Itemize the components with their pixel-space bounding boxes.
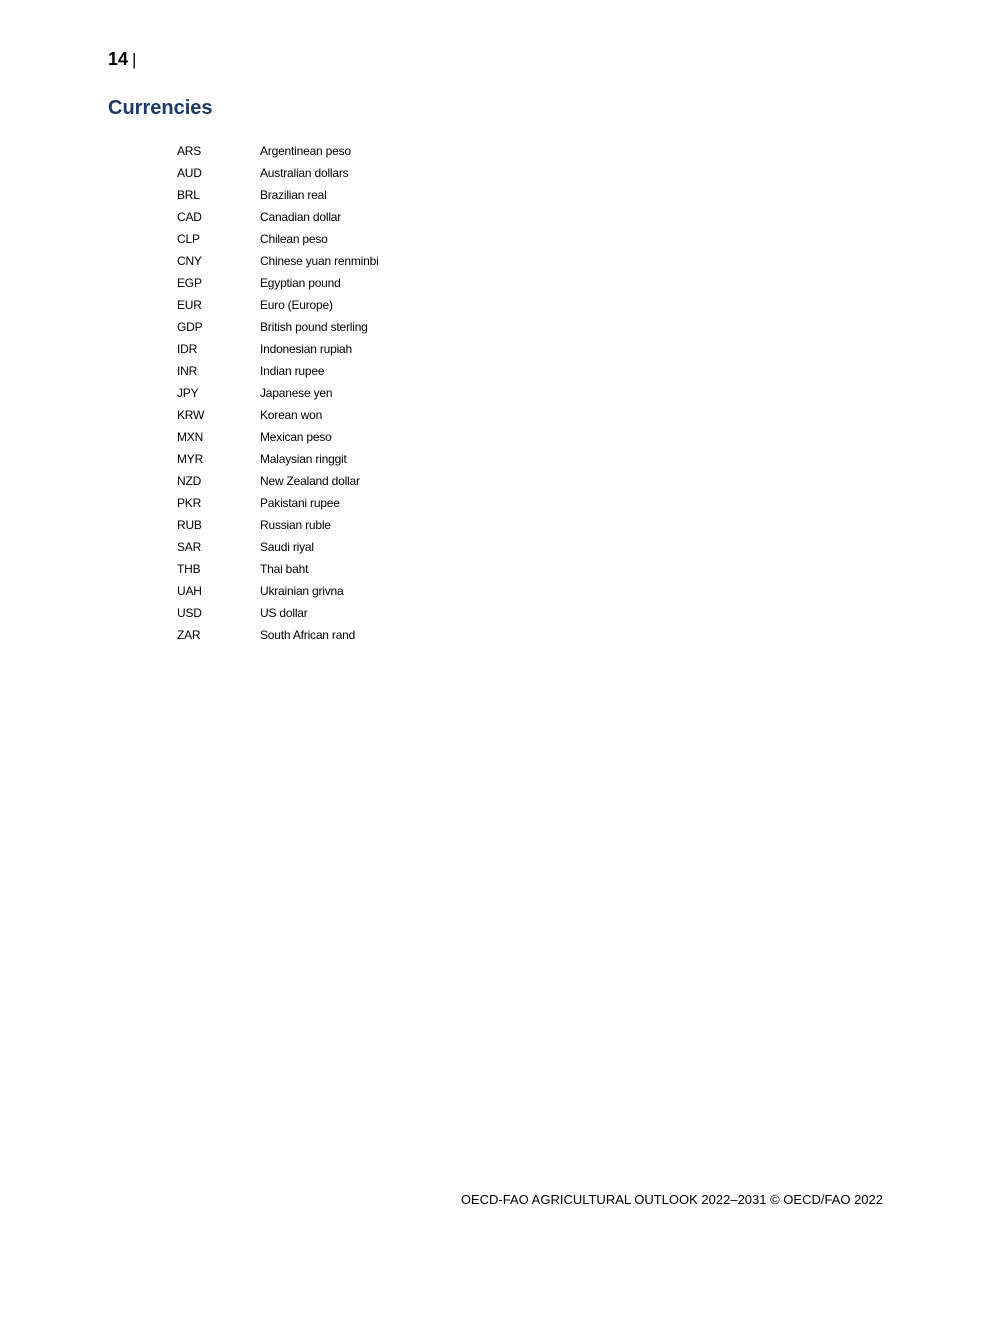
currency-code: THB — [177, 562, 201, 576]
currency-name: New Zealand dollar — [260, 474, 360, 488]
currency-row — [177, 558, 379, 580]
page-number: 14 — [108, 49, 129, 69]
currency-name: Chinese yuan renminbi — [260, 254, 379, 268]
currency-name: Ukrainian grivna — [260, 584, 344, 598]
currency-row — [177, 470, 379, 492]
currency-code: GDP — [177, 320, 203, 334]
currency-name: Brazilian real — [260, 188, 327, 202]
currency-code: ZAR — [177, 628, 201, 642]
currency-code: ARS — [177, 144, 202, 158]
currency-name: Malaysian ringgit — [260, 452, 347, 466]
currency-row — [177, 426, 379, 448]
currency-row — [177, 514, 379, 536]
currency-list — [177, 140, 379, 646]
currency-code: BRL — [177, 188, 200, 202]
currency-row — [177, 316, 379, 338]
currency-row — [177, 184, 379, 206]
currency-name: Euro (Europe) — [260, 298, 333, 312]
currency-name: Japanese yen — [260, 386, 333, 400]
currency-name: Mexican peso — [260, 430, 332, 444]
currency-row — [177, 360, 379, 382]
currency-code: IDR — [177, 342, 198, 356]
currency-name: Thai baht — [260, 562, 309, 576]
currency-row — [177, 448, 379, 470]
currency-name: Indonesian rupiah — [260, 342, 353, 356]
page-separator: | — [132, 50, 137, 69]
currency-row — [177, 162, 379, 184]
currency-code: CNY — [177, 254, 202, 268]
currency-row — [177, 536, 379, 558]
currency-name: South African rand — [260, 628, 356, 642]
currency-name: Canadian dollar — [260, 210, 342, 224]
currency-code: UAH — [177, 584, 202, 598]
currency-row — [177, 140, 379, 162]
currency-code: AUD — [177, 166, 202, 180]
currency-row — [177, 206, 379, 228]
currency-code: SAR — [177, 540, 202, 554]
currency-row — [177, 382, 379, 404]
currency-name: Saudi riyal — [260, 540, 314, 554]
currency-code: MXN — [177, 430, 204, 444]
currency-code: PKR — [177, 496, 202, 510]
currency-code: NZD — [177, 474, 202, 488]
currency-row — [177, 338, 379, 360]
currency-row — [177, 602, 379, 624]
currency-name: Russian ruble — [260, 518, 331, 532]
currency-code: RUB — [177, 518, 202, 532]
currency-row — [177, 294, 379, 316]
currency-row — [177, 250, 379, 272]
currency-code: EGP — [177, 276, 202, 290]
currency-name: Pakistani rupee — [260, 496, 340, 510]
currency-code: CAD — [177, 210, 202, 224]
currency-code: USD — [177, 606, 202, 620]
currency-name: British pound sterling — [260, 320, 368, 334]
currency-name: Australian dollars — [260, 166, 349, 180]
currency-row — [177, 404, 379, 426]
currency-row — [177, 624, 379, 646]
page-footer: OECD-FAO AGRICULTURAL OUTLOOK 2022–2031 © OECD/FAO 2022 — [460, 1192, 883, 1207]
currency-row — [177, 272, 379, 294]
currency-name: Korean won — [260, 408, 323, 422]
currency-row — [177, 492, 379, 514]
page-header — [108, 47, 136, 72]
currency-code: INR — [177, 364, 198, 378]
currency-name: Argentinean peso — [260, 144, 351, 158]
section-title: Currencies — [108, 97, 213, 119]
currency-name: Egyptian pound — [260, 276, 341, 290]
currency-name: Chilean peso — [260, 232, 328, 246]
currency-code: JPY — [177, 386, 199, 400]
currency-name: Indian rupee — [260, 364, 325, 378]
currency-code: KRW — [177, 408, 205, 422]
currency-code: EUR — [177, 298, 202, 312]
currency-row — [177, 228, 379, 250]
currency-code: MYR — [177, 452, 204, 466]
currency-name: US dollar — [260, 606, 308, 620]
currency-code: CLP — [177, 232, 200, 246]
currency-row — [177, 580, 379, 602]
